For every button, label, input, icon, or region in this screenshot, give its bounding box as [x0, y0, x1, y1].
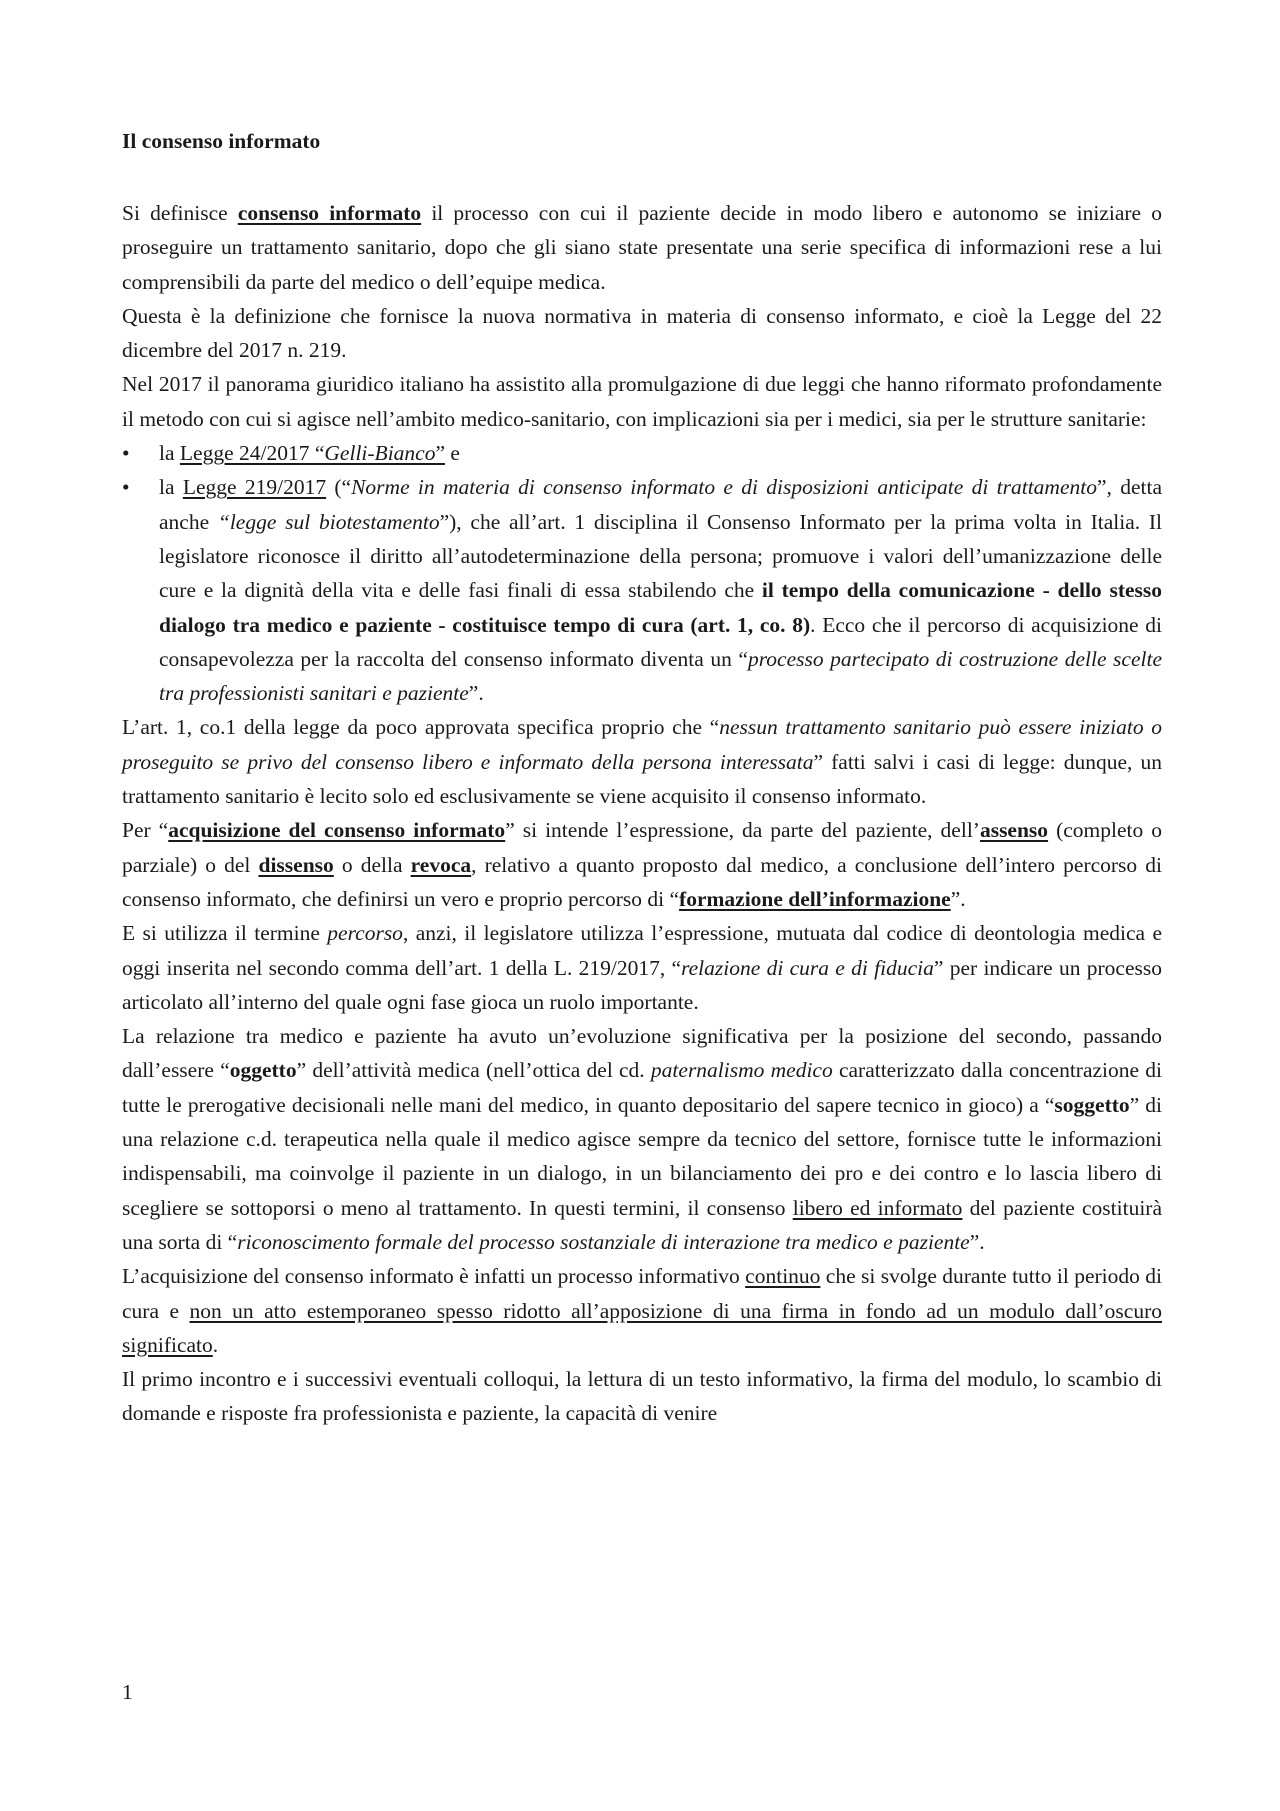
text-run: Si definisce: [122, 201, 238, 225]
term-formazione: formazione dell’informazione: [679, 886, 951, 911]
text-run: .: [212, 1332, 219, 1357]
text-run-bold: il tempo della comunicazione - dello stesso dialogo tra medico e paziente - costituisce tempo di cura (art. 1, co. 8): [159, 578, 1162, 637]
text-run: , relativo a quanto proposto dal medico, a conclusione dell’intero percorso di consenso informato, che definirsi un vero e proprio percorso di “: [122, 852, 1162, 911]
paragraph-acquisizione: [122, 813, 1162, 916]
page-number: 1: [122, 1680, 133, 1704]
law-reference-24-2017: [180, 441, 445, 465]
text-run-italic: processo partecipato di costruzione delle scelte tra professionisti sanitari e paziente: [159, 646, 1163, 706]
paragraph-panorama: Nel 2017 il panorama giuridico italiano ha assistito alla promulgazione di due leggi che hanno riformato profondamente il metodo con cui si agisce nell’ambito medico-sanitario, con implicazioni sia per i medici, sia per le strutture sanitarie:: [122, 372, 1162, 431]
text-run: che si svolge durante tutto il periodo di cura e: [122, 1264, 1162, 1323]
text-run: ” per indicare un processo articolato all’interno del quale ogni fase gioca un ruolo importante.: [122, 955, 1162, 1014]
text-run-underline: non un atto estemporaneo spesso ridotto all’apposizione di una firma in fondo ad un modulo dall’oscuro significato: [122, 1298, 1162, 1357]
paragraph-art1: [122, 710, 1162, 813]
text-run-underline: continuo: [745, 1264, 821, 1289]
text-run-italic: riconoscimento formale del processo sostanziale di interazione tra medico e paziente: [237, 1229, 970, 1254]
text-run-italic: percorso: [327, 921, 403, 946]
text-run: ”.: [468, 681, 484, 706]
text-run: (“: [326, 475, 352, 500]
text-run: ” si intende l’espressione, da parte del paziente, dell’: [505, 818, 980, 843]
text-run-italic: paternalismo medico: [650, 1058, 833, 1083]
bullet-icon: •: [122, 441, 130, 466]
term-assenso: assenso: [979, 818, 1049, 843]
text-run-italic: Gelli-Bianco: [324, 441, 436, 466]
text-run: ”.: [969, 1229, 985, 1254]
text-run: caratterizzato dalla concentrazione di tutte le prerogative decisionali nelle mani del medico, in quanto depositario del sapere tecnico in gioco) a “: [122, 1058, 1163, 1117]
bullet-icon: •: [122, 475, 130, 500]
text-run: del paziente costituirà una sorta di “: [122, 1195, 1162, 1254]
text-run: Legge 24/2017 “: [179, 441, 325, 466]
text-run: ” di una relazione c.d. terapeutica nella quale il medico agisce sempre da tecnico del settore, fornisce tutte le informazioni indispensabili, ma coinvolge il paziente in un dialogo, in un bilanciamento dei pro e dei contro e lo lascia libero di scegliere se sottoporsi o meno al trattamento. In questi termini, il consenso: [122, 1092, 1162, 1220]
text-run-italic: nessun trattamento sanitario può essere iniziato o proseguito se privo del consenso libero e informato della persona interessata: [122, 715, 1162, 774]
text-run: L’acquisizione del consenso informato è infatti un processo informativo: [122, 1264, 746, 1289]
text-run: ”, detta anche: [159, 475, 1162, 534]
text-run: , anzi, il legislatore utilizza l’espressione, mutuata dal codice di deontologia medica e oggi inserita nel secondo comma dell’art. 1 della L. 219/2017, “: [122, 921, 1162, 980]
text-run: e: [445, 441, 460, 466]
text-run-bold: oggetto: [229, 1058, 297, 1083]
paragraph-relazione: [122, 1019, 1162, 1259]
paragraph-percorso: [122, 916, 1162, 1019]
text-run: ” fatti salvi i casi di legge: dunque, un trattamento sanitario è lecito solo ed esclusivamente se viene acquisito il consenso informato.: [122, 749, 1162, 809]
term-consenso-informato: consenso informato: [237, 201, 422, 225]
text-run: o della: [333, 852, 411, 877]
text-run: (completo o parziale) o del: [122, 818, 1162, 877]
laws-list: [122, 436, 1162, 710]
law-reference-219-2017: Legge 219/2017: [182, 475, 327, 500]
text-run: L’art. 1, co.1 della legge da poco approvata specifica proprio che “: [122, 715, 720, 740]
term-acquisizione: acquisizione del consenso informato: [168, 818, 506, 843]
text-run: il processo con cui il paziente decide in modo libero e autonomo se iniziare o proseguire un trattamento sanitario, dopo che gli siano state presentate una serie specifica di informazioni rese a lui comprensibili da parte del medico o dell’equipe medica.: [122, 201, 1162, 294]
text-run: ” dell’attività medica (nell’ottica del cd.: [296, 1058, 651, 1083]
paragraph-primo-incontro: Il primo incontro e i successivi eventuali colloqui, la lettura di un testo informativo, la firma del modulo, lo scambio di domande e risposte fra professionista e paziente, la capacità di venire: [122, 1367, 1162, 1426]
text-run-italic: Norme in materia di consenso informato e di disposizioni anticipate di trattamento: [351, 475, 1097, 500]
paragraph-processo-continuo: [122, 1259, 1162, 1362]
text-run: . Ecco che il percorso di acquisizione di consapevolezza per la raccolta del consenso informato diventa un “: [159, 612, 1162, 671]
text-run: ”: [435, 441, 446, 466]
text-run: Per “: [122, 818, 169, 843]
text-run: la: [159, 441, 180, 466]
document-body: [122, 196, 1162, 1431]
list-item-legge-219: [122, 470, 1162, 710]
document-title: Il consenso informato: [122, 129, 321, 153]
text-run-italic: “legge sul biotestamento: [217, 509, 440, 534]
text-run-italic: relazione di cura e di fiducia: [681, 955, 934, 980]
text-run-underline: libero ed informato: [792, 1195, 963, 1220]
paragraph-definition: [122, 196, 1162, 299]
text-run: E si utilizza il termine: [122, 921, 328, 946]
text-run: La relazione tra medico e paziente ha avuto un’evoluzione significativa per la posizione del secondo, passando dall’essere “: [122, 1024, 1162, 1083]
text-run-bold: soggetto: [1054, 1092, 1130, 1117]
text-run: ”.: [950, 886, 966, 911]
term-revoca: revoca: [410, 852, 472, 877]
paragraph-normativa: Questa è la definizione che fornisce la nuova normativa in materia di consenso informato, e cioè la Legge del 22 dicembre del 2017 n. 219.: [122, 303, 1162, 363]
text-run: ”), che all’art. 1 disciplina il Consenso Informato per la prima volta in Italia. Il legislatore riconosce il diritto all’autodeterminazione della persona; promuove i valori dell’umanizzazione delle cure e la dignità della vita e delle fasi finali di essa stabilendo che: [159, 509, 1162, 603]
term-dissenso: dissenso: [258, 852, 334, 877]
list-item-legge-24: [122, 436, 1162, 470]
text-run: la: [159, 475, 183, 500]
